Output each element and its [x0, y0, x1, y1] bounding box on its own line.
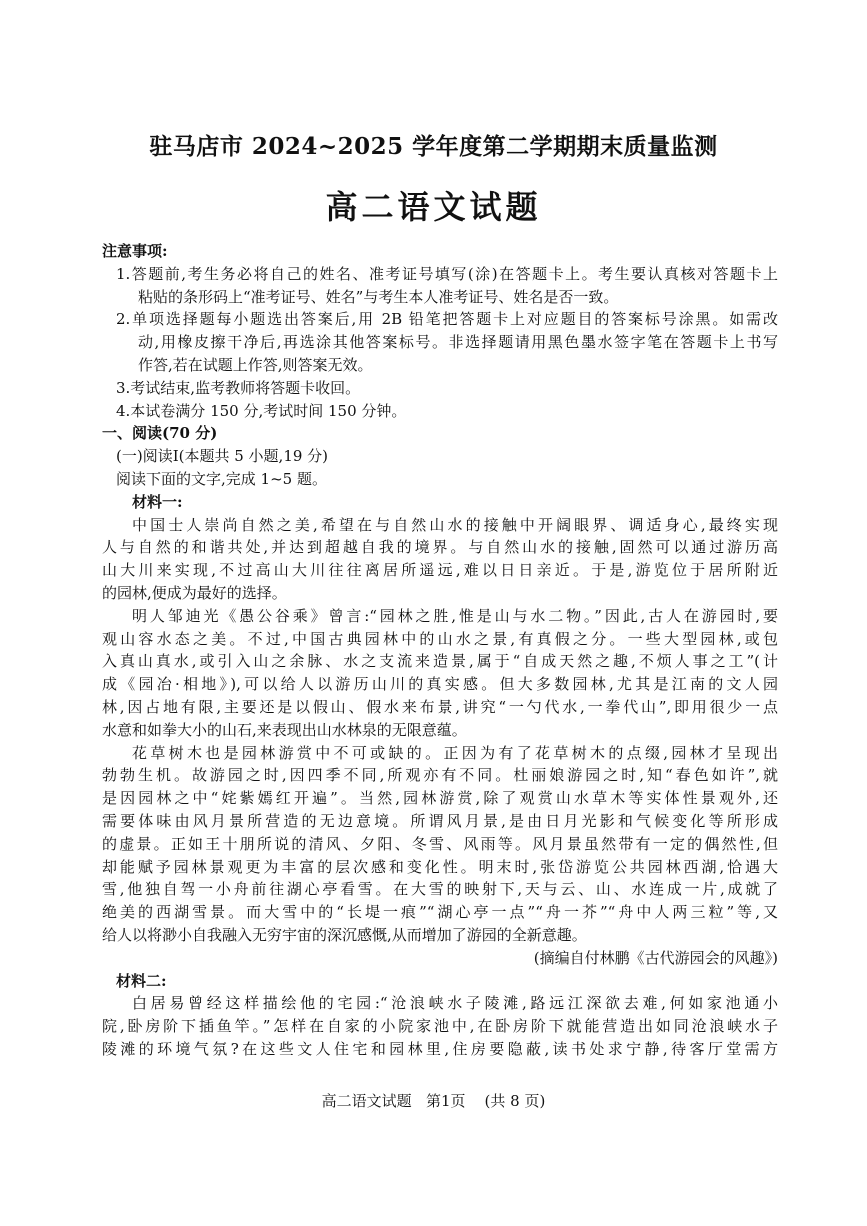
notice-line: 动,用橡皮擦干净后,再选涂其他答案标号。非选择题请用黑色墨水签字笔在答题卡上书写 [138, 333, 778, 352]
material-one-label: 材料一: [132, 492, 183, 511]
passage-line: 白居易曾经这样描绘他的宅园:“沧浪峡水子陵滩,路远江深欲去难,何如家池通小 [132, 994, 778, 1013]
exam-content [102, 240, 778, 1061]
passage-line: 的园林,便成为最好的选择。 [102, 583, 287, 602]
passage-line: 明人邹迪光《愚公谷乘》曾言:“园林之胜,惟是山与水二物。”因此,古人在游园时,要 [132, 606, 778, 625]
passage-line: 却能赋予园林景观更为丰富的层次感和变化性。明末时,张岱游览公共园林西湖,恰遇大 [102, 857, 778, 876]
passage-line: 院,卧房阶下插鱼竿。”怎样在自家的小院家池中,在卧房阶下就能营造出如同沧浪峡水子 [102, 1017, 778, 1036]
reading-instruction: 阅读下面的文字,完成 1~5 题。 [116, 469, 327, 488]
passage-line: 林,因占地有限,主要还是以假山、假水来布景,讲究“一勺代水,一拳代山”,即用很少一点 [102, 697, 778, 716]
passage-source: (摘编自付林鹏《古代游园会的风趣》) [533, 948, 778, 967]
passage-line: 陵滩的环境气氛?在这些文人住宅和园林里,住房要隐蔽,读书处求宁静,待客厅堂需方 [102, 1039, 778, 1058]
passage-line: 是因园林之中“姹紫嫣红开遍”。当然,园林游赏,除了观赏山水草木等实体性景观外,还 [102, 789, 778, 808]
page-footer: 高二语文试题 第1页 (共 8 页) [321, 1092, 546, 1110]
section-heading: 一、阅读(70 分) [102, 424, 218, 443]
passage-line: 人与自然的和谐共处,并达到超越自我的境界。与自然山水的接触,固然可以通过游历高 [102, 538, 778, 557]
passage-line: 需要体味由风月景所营造的无边意境。所谓风月景,是由日月光影和气候变化等所形成 [102, 811, 778, 830]
notice-line: 4.本试卷满分 150 分,考试时间 150 分钟。 [116, 401, 407, 420]
exam-title: 驻马店市 2024~2025 学年度第二学期期末质量监测 [149, 133, 718, 160]
passage-line: 中国士人崇尚自然之美,希望在与自然山水的接触中开阔眼界、调适身心,最终实现 [132, 515, 778, 534]
passage-line: 绝美的西湖雪景。而大雪中的“长堤一痕”“湖心亭一点”“舟一芥”“舟中人两三粒”等,又 [102, 903, 778, 922]
notice-line: 3.考试结束,监考教师将答题卡收回。 [116, 378, 361, 397]
passage-line: 成《园冶·相地》),可以给人以游历山川的真实感。但大多数园林,尤其是江南的文人园 [102, 675, 778, 694]
passage-line: 给人以将渺小自我融入无穷宇宙的深沉感慨,从而增加了游园的全新意趣。 [102, 925, 587, 944]
exam-subtitle: 高二语文试题 [325, 188, 542, 226]
passage-line: 花草树木也是园林游赏中不可或缺的。正因为有了花草树木的点缀,园林才呈现出 [132, 743, 778, 762]
passage-line: 的虚景。正如王十朋所说的清风、夕阳、冬雪、风雨等。风月景虽然带有一定的偶然性,但 [102, 834, 778, 853]
subsection-heading: (一)阅读Ⅰ(本题共 5 小题,19 分) [116, 447, 329, 466]
passage-line: 水意和如拳大小的山石,来表现出山水林泉的无限意蕴。 [102, 720, 467, 739]
notice-heading: 注意事项: [102, 242, 168, 260]
passage-line: 勃勃生机。故游园之时,因四季不同,所观亦有不同。杜丽娘游园之时,知“春色如许”,就 [102, 766, 778, 785]
notice-line: 作答,若在试题上作答,则答案无效。 [138, 355, 373, 374]
passage-line: 雪,他独自驾一小舟前往湖心亭看雪。在大雪的映射下,天与云、山、水连成一片,成就了 [102, 880, 778, 899]
notice-line: 1.答题前,考生务必将自己的姓名、准考证号填写(涂)在答题卡上。考生要认真核对答题卡上 [116, 264, 778, 283]
passage-line: 入真山真水,或引入山之余脉、水之支流来造景,属于“自成天然之趣,不烦人事之工”(计 [102, 652, 778, 671]
notice-line: 2.单项选择题每小题选出答案后,用 2B 铅笔把答题卡上对应题目的答案标号涂黑。如需改 [116, 310, 778, 329]
notice-line: 粘贴的条形码上“准考证号、姓名”与考生本人准考证号、姓名是否一致。 [138, 287, 619, 306]
passage-line: 山大川来实现,不过高山大川往往离居所遥远,难以日日亲近。于是,游览位于居所附近 [102, 561, 778, 580]
passage-line: 观山容水态之美。不过,中国古典园林中的山水之景,有真假之分。一些大型园林,或包 [102, 629, 778, 648]
material-two-label: 材料二: [116, 971, 167, 990]
